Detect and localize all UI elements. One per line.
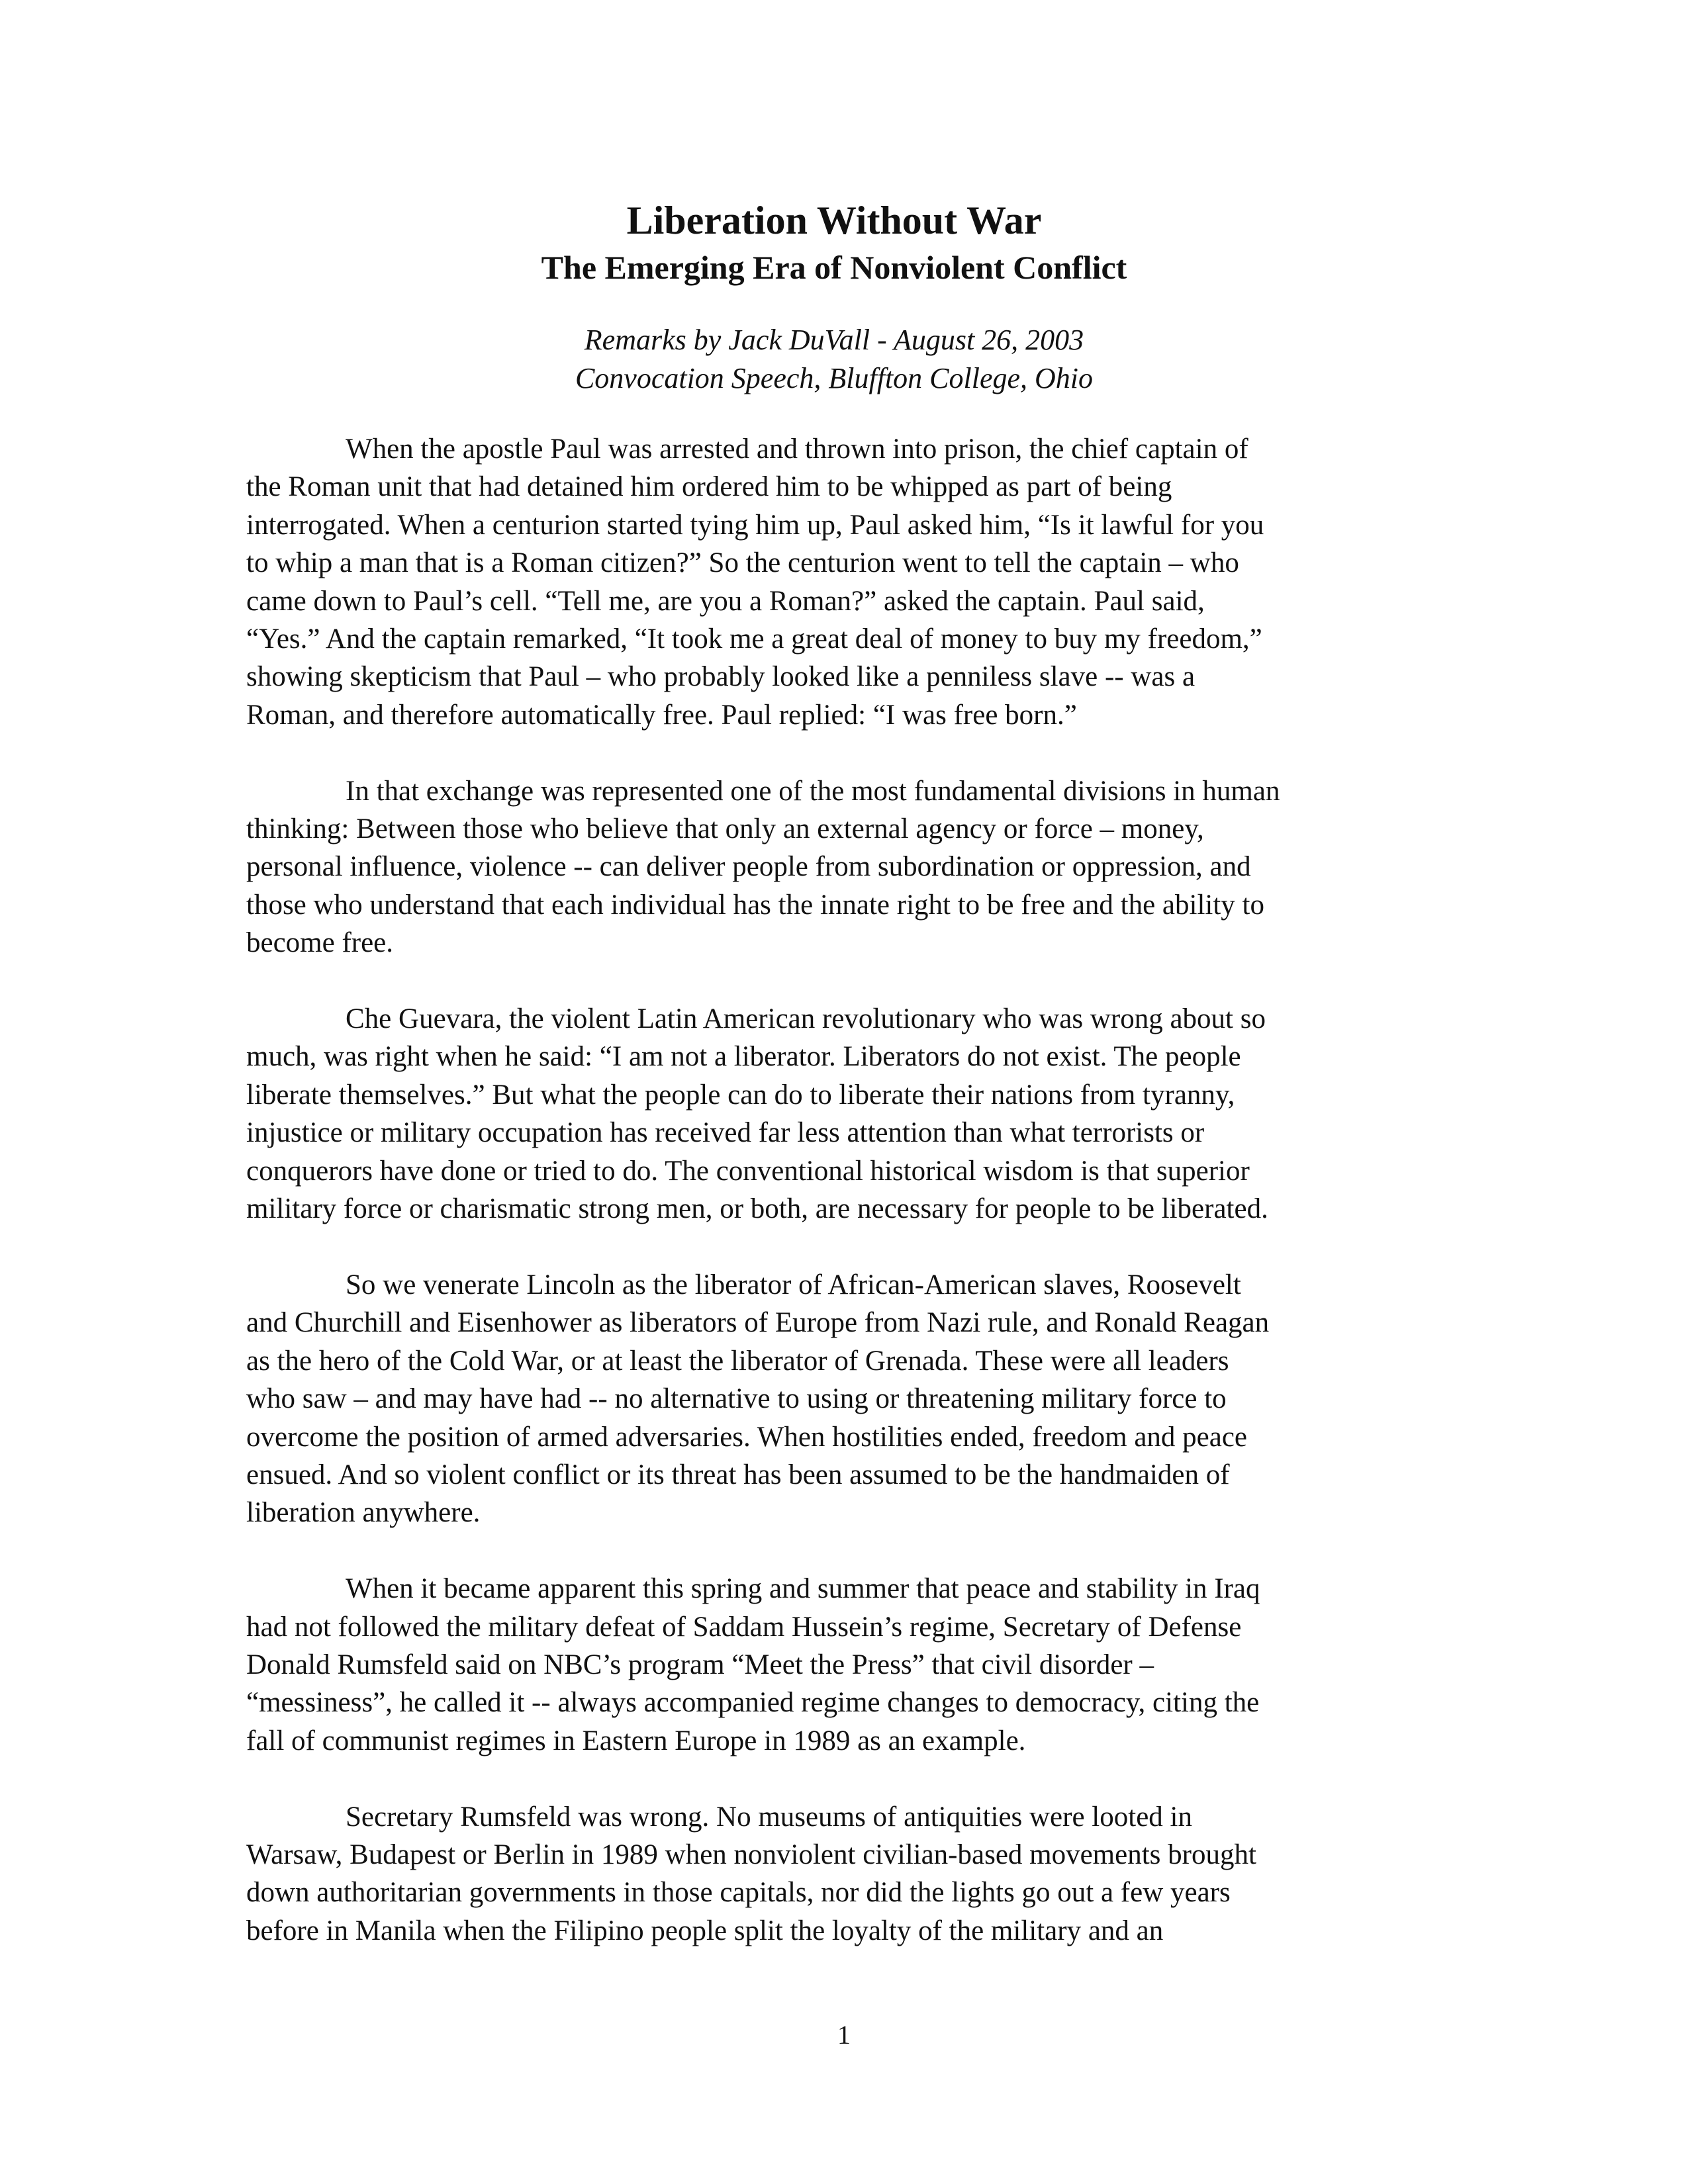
- paragraph-line: as the hero of the Cold War, or at least the liberator of Grenada. These were all leaders: [246, 1345, 1229, 1377]
- paragraph-line: overcome the position of armed adversaries. When hostilities ended, freedom and peace: [246, 1421, 1248, 1453]
- paragraph-line: before in Manila when the Filipino people split the loyalty of the military and an: [246, 1915, 1164, 1946]
- paragraph-line: the Roman unit that had detained him ordered him to be whipped as part of being: [246, 471, 1172, 503]
- paragraph-line: to whip a man that is a Roman citizen?” So the centurion went to tell the captain – who: [246, 547, 1239, 579]
- paragraph-line: Warsaw, Budapest or Berlin in 1989 when nonviolent civilian-based movements brought: [246, 1839, 1256, 1870]
- paragraph: [246, 772, 1443, 962]
- page-number: 1: [837, 2020, 851, 2050]
- paragraph: [246, 1798, 1443, 1950]
- paragraph-line: Che Guevara, the violent Latin American revolutionary who was wrong about so: [346, 1003, 1266, 1035]
- paragraph-line: down authoritarian governments in those capitals, nor did the lights go out a few years: [246, 1877, 1231, 1909]
- paragraph-line: ensued. And so violent conflict or its threat has been assumed to be the handmaiden of: [246, 1459, 1230, 1490]
- paragraph-line: “Yes.” And the captain remarked, “It took me a great deal of money to buy my freedom,”: [246, 623, 1262, 655]
- paragraph-line: injustice or military occupation has received far less attention than what terrorists or: [246, 1117, 1205, 1149]
- document-body: [246, 430, 1443, 1988]
- paragraph-line: liberate themselves.” But what the people can do to liberate their nations from tyranny,: [246, 1079, 1235, 1111]
- paragraph-line: Donald Rumsfeld said on NBC’s program “Meet the Press” that civil disorder –: [246, 1649, 1154, 1680]
- paragraph-line: who saw – and may have had -- no alternative to using or threatening military force to: [246, 1383, 1227, 1415]
- paragraph-line: showing skepticism that Paul – who probably looked like a penniless slave -- was a: [246, 661, 1196, 693]
- document-subtitle: The Emerging Era of Nonviolent Conflict: [541, 249, 1127, 286]
- paragraph-line: had not followed the military defeat of Saddam Hussein’s regime, Secretary of Defense: [246, 1611, 1242, 1643]
- document-title: Liberation Without War: [626, 199, 1042, 242]
- paragraph-line: In that exchange was represented one of the most fundamental divisions in human: [346, 775, 1280, 807]
- paragraph-line: came down to Paul’s cell. “Tell me, are you a Roman?” asked the captain. Paul said,: [246, 585, 1205, 617]
- paragraph-line: military force or charismatic strong men, or both, are necessary for people to be liberated.: [246, 1193, 1268, 1225]
- paragraph-line: much, was right when he said: “I am not a liberator. Liberators do not exist. The people: [246, 1041, 1241, 1073]
- paragraph-line: and Churchill and Eisenhower as liberators of Europe from Nazi rule, and Ronald Reagan: [246, 1307, 1270, 1339]
- paragraph: [246, 430, 1443, 734]
- paragraph-line: conquerors have done or tried to do. The conventional historical wisdom is that superior: [246, 1155, 1250, 1187]
- paragraph-line: Secretary Rumsfeld was wrong. No museums of antiquities were looted in: [346, 1801, 1192, 1833]
- paragraph-line: fall of communist regimes in Eastern Europe in 1989 as an example.: [246, 1725, 1026, 1756]
- paragraph: [246, 1266, 1443, 1532]
- paragraph-line: thinking: Between those who believe that only an external agency or force – money,: [246, 813, 1204, 845]
- paragraph: [246, 1000, 1443, 1228]
- paragraph-line: personal influence, violence -- can deliver people from subordination or oppression, and: [246, 851, 1251, 883]
- byline-author-date: Remarks by Jack DuVall - August 26, 2003: [584, 324, 1084, 356]
- document-header: [238, 195, 1430, 398]
- paragraph-line: those who understand that each individual has the innate right to be free and the ability to: [246, 889, 1265, 921]
- byline-venue: Convocation Speech, Bluffton College, Ohio: [575, 362, 1094, 394]
- paragraph-line: Roman, and therefore automatically free. Paul replied: “I was free born.”: [246, 699, 1077, 731]
- paragraph-line: When the apostle Paul was arrested and thrown into prison, the chief captain of: [346, 433, 1248, 465]
- paragraph-line: So we venerate Lincoln as the liberator of African-American slaves, Roosevelt: [346, 1269, 1241, 1300]
- paragraph-line: When it became apparent this spring and summer that peace and stability in Iraq: [346, 1573, 1260, 1605]
- paragraph-line: interrogated. When a centurion started tying him up, Paul asked him, “Is it lawful for you: [246, 509, 1264, 541]
- paragraph-line: “messiness”, he called it -- always accompanied regime changes to democracy, citing the: [246, 1687, 1260, 1719]
- paragraph: [246, 1570, 1443, 1760]
- paragraph-line: become free.: [246, 927, 394, 959]
- paragraph-line: liberation anywhere.: [246, 1497, 481, 1529]
